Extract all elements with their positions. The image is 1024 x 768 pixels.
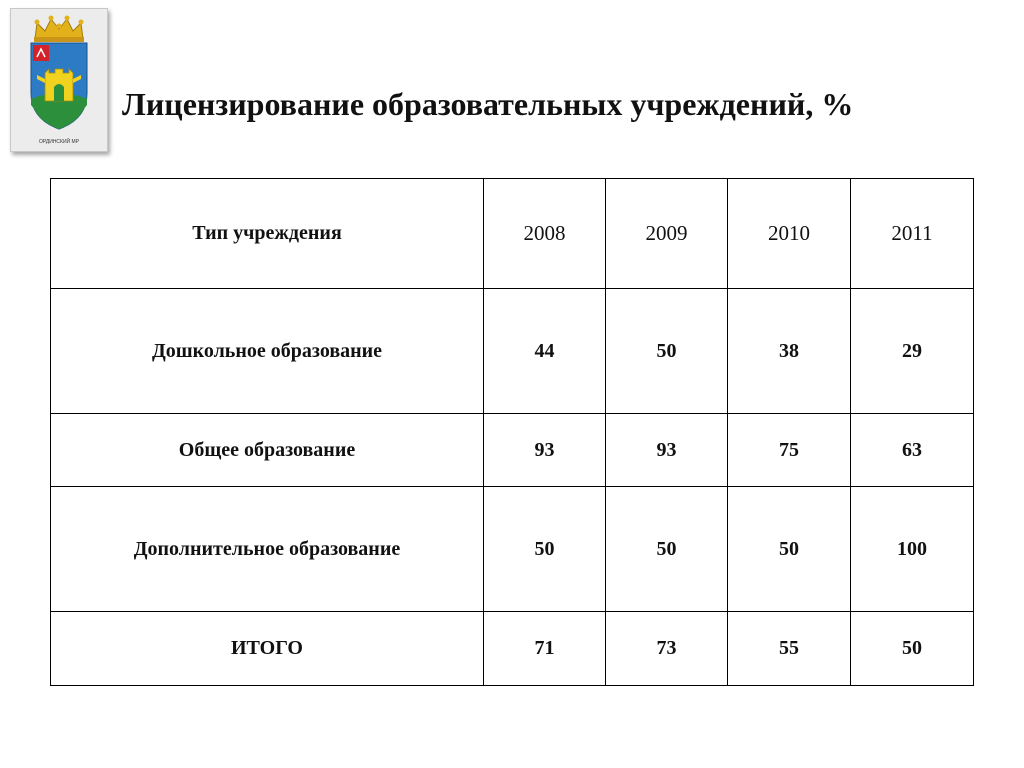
cell-value: 44 xyxy=(484,289,606,414)
cell-value: 29 xyxy=(851,289,974,414)
cell-value: 93 xyxy=(606,414,728,487)
slide-title: Лицензирование образовательных учреждений, % xyxy=(122,86,854,122)
cell-value: 50 xyxy=(484,487,606,612)
header-year-2008: 2008 xyxy=(484,179,606,289)
shield-icon xyxy=(31,43,87,129)
cell-value: 73 xyxy=(606,612,728,686)
cell-value: 63 xyxy=(851,414,974,487)
row-label: Дополнительное образование xyxy=(51,487,484,612)
cell-value: 100 xyxy=(851,487,974,612)
cell-value: 50 xyxy=(728,487,851,612)
cell-value: 93 xyxy=(484,414,606,487)
row-label: Дошкольное образование xyxy=(51,289,484,414)
licensing-table xyxy=(50,178,974,686)
table-row xyxy=(51,487,974,612)
row-label: Общее образование xyxy=(51,414,484,487)
cell-value: 55 xyxy=(728,612,851,686)
cell-value: 50 xyxy=(606,487,728,612)
cell-value: 50 xyxy=(606,289,728,414)
row-label: ИТОГО xyxy=(51,612,484,686)
header-type: Тип учреждения xyxy=(51,179,484,289)
header-year-2009: 2009 xyxy=(606,179,728,289)
coat-of-arms-icon xyxy=(11,9,107,151)
cell-value: 50 xyxy=(851,612,974,686)
header-year-2010: 2010 xyxy=(728,179,851,289)
table-row xyxy=(51,289,974,414)
cell-value: 71 xyxy=(484,612,606,686)
table-row xyxy=(51,414,974,487)
emblem-caption: ОРДИНСКИЙ МР xyxy=(38,139,80,145)
crown-icon xyxy=(34,16,84,43)
cell-value: 75 xyxy=(728,414,851,487)
emblem-frame xyxy=(10,8,108,152)
table-header-row xyxy=(51,179,974,289)
cell-value: 38 xyxy=(728,289,851,414)
table-total-row xyxy=(51,612,974,686)
header-year-2011: 2011 xyxy=(851,179,974,289)
